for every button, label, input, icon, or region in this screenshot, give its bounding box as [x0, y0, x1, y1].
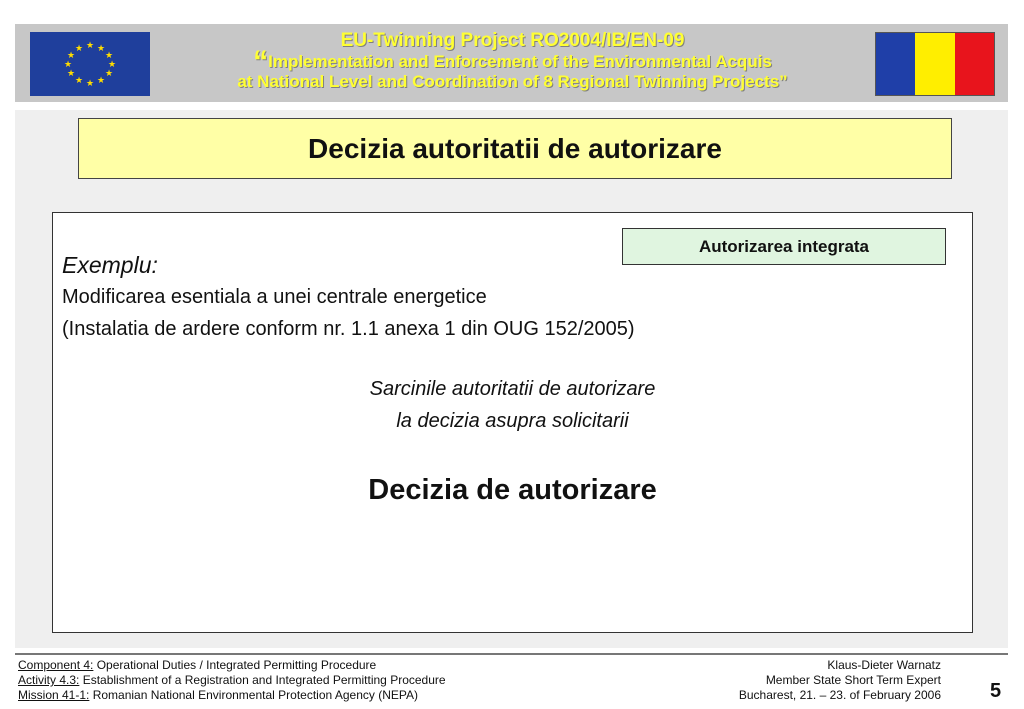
footer-right	[739, 658, 941, 703]
svg-text:★: ★	[107, 60, 117, 70]
svg-text:★: ★	[74, 44, 84, 54]
decision-heading: Decizia de autorizare	[368, 474, 657, 506]
footer-component-label: Component 4:	[18, 658, 94, 672]
flag-stripe-red	[955, 33, 994, 95]
project-title-line	[160, 45, 865, 78]
footer-mission	[18, 688, 446, 703]
svg-text:★: ★	[66, 69, 76, 79]
page-number: 5	[990, 680, 1002, 702]
footer-activity-label: Activity 4.3:	[18, 673, 80, 687]
svg-text:★: ★	[63, 60, 73, 70]
header-banner	[15, 24, 1008, 102]
romania-flag-icon	[875, 32, 995, 96]
open-quote: “	[253, 45, 269, 78]
svg-text:★: ★	[104, 69, 114, 79]
svg-text:★: ★	[96, 44, 106, 54]
footer-divider	[15, 653, 1008, 655]
flag-stripe-yellow	[915, 33, 954, 95]
footer-left	[18, 658, 446, 703]
footer-mission-label: Mission 41-1:	[18, 688, 90, 702]
footer-mission-text: Romanian National Environmental Protection Agency (NEPA)	[89, 688, 418, 702]
project-title-text: Implementation and Enforcement of the Environmental Acquis	[268, 52, 772, 71]
category-badge: Autorizarea integrata	[622, 228, 946, 265]
svg-text:★: ★	[104, 51, 114, 61]
example-label: Exemplu:	[62, 252, 158, 278]
example-description: Modificarea esentiala a unei centrale energetice	[62, 286, 487, 308]
project-code: EU-Twinning Project RO2004/IB/EN-09	[340, 30, 685, 51]
footer-component	[18, 658, 446, 673]
svg-text:★: ★	[85, 41, 95, 51]
tasks-heading-line1: Sarcinile autoritatii de autorizare	[369, 378, 656, 400]
project-subtitle: at National Level and Coordination of 8 Regional Twinning Projects”	[237, 72, 788, 91]
svg-text:★: ★	[85, 79, 95, 89]
svg-text:★: ★	[74, 76, 84, 86]
footer-component-text: Operational Duties / Integrated Permitting Procedure	[93, 658, 377, 672]
slide-title: Decizia autoritatii de autorizare	[78, 118, 952, 179]
footer-activity	[18, 673, 446, 688]
event-place-date: Bucharest, 21. – 23. of February 2006	[738, 688, 941, 702]
eu-flag-icon	[30, 32, 150, 96]
svg-text:★: ★	[66, 51, 76, 61]
author-role: Member State Short Term Expert	[765, 673, 941, 687]
tasks-heading-line2: la decizia asupra solicitarii	[396, 410, 629, 432]
example-reference: (Instalatia de ardere conform nr. 1.1 anexa 1 din OUG 152/2005)	[62, 318, 635, 340]
eu-stars-icon	[30, 32, 150, 96]
author-name: Klaus-Dieter Warnatz	[827, 658, 941, 672]
svg-text:★: ★	[96, 76, 106, 86]
flag-stripe-blue	[876, 33, 915, 95]
header-title	[160, 30, 865, 92]
footer-activity-text: Establishment of a Registration and Integrated Permitting Procedure	[79, 673, 446, 687]
